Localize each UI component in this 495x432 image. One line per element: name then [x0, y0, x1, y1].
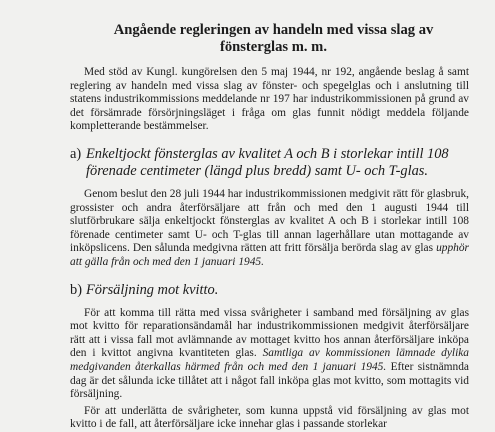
document-title	[70, 22, 469, 56]
title-line-1: Angående regleringen av handeln med vissa slag av	[113, 22, 434, 38]
intro-paragraph: Med stöd av Kungl. kungörelsen den 5 maj 1944, nr 192, angående beslag å samt reglering av handeln med vissa slag av fönster- och spegelglas och i anslutning till statens industrikommissions meddelande nr 197 har industrikommissionen på grund av det försämrade försörjningsläget i fråga om glas funnit nödigt meddela följande kompletterande bestämmelser.	[70, 66, 469, 133]
section-a-body-emphasis: upphör att gälla från och med den 1 januari 1945.	[70, 242, 469, 268]
section-a-paragraph	[70, 188, 469, 270]
section-a-body: Genom beslut den 28 juli 1944 har industrikommissionen medgivit rätt för glasbruk, grossister och andra återförsäljare att från och med den 1 augusti 1944 till slutförbrukare sälja enkeltjockt fönsterglas av kvalitet A och B i storlekar intill 108 förenade centimeter samt U- och T-glas till annan lagerhållare utan mottagande av inköpslicens. Den sålunda medgivna rätten att fritt försälja berörda slag av glas	[70, 187, 469, 255]
section-b-heading	[70, 282, 469, 299]
section-a-heading	[70, 146, 469, 180]
section-b-para1-end: Efter sistnämnda dag är det sålunda icke tillåtet att i något fall inköpa glas mot kvitto, som mottagits vid försäljning.	[70, 360, 469, 401]
section-b-letter: b)	[70, 281, 82, 298]
section-b-paragraph-1	[70, 307, 469, 402]
title-line-2: fönsterglas m. m.	[219, 39, 327, 55]
section-a-letter: a)	[70, 145, 82, 162]
section-a-title	[86, 146, 449, 180]
section-b-paragraph-2: För att underlätta de svårigheter, som kunna uppstå vid försäljning av glas mot kvitto i de fall, att återförsäljare icke innehar glas i passande storlekar	[70, 404, 469, 431]
section-b-para1-emphasis: Samtliga av kommissionen lämnade dylika medgivanden återkallas härmed från och med den 1 januari 1945.	[70, 347, 469, 373]
section-b-title: Försäljning mot kvitto.	[86, 281, 219, 298]
section-a-title-line-2: förenade centimeter (längd plus bredd) samt U- och T-glas.	[86, 162, 428, 179]
section-a-title-line-1: Enkeltjockt fönsterglas av kvalitet A och B i storlekar intill 108	[86, 145, 449, 162]
section-b-para1-start: För att komma till rätta med vissa svårigheter i samband med försäljning av glas mot kvitto för reparationsändamål har industrikommissionen medgivit återförsäljare rätt att i vissa fall mot avlämnande av mottaget kvitto hos annan återförsäljare inköpa den i kvittot angivna kvantiteten glas.	[70, 306, 469, 360]
